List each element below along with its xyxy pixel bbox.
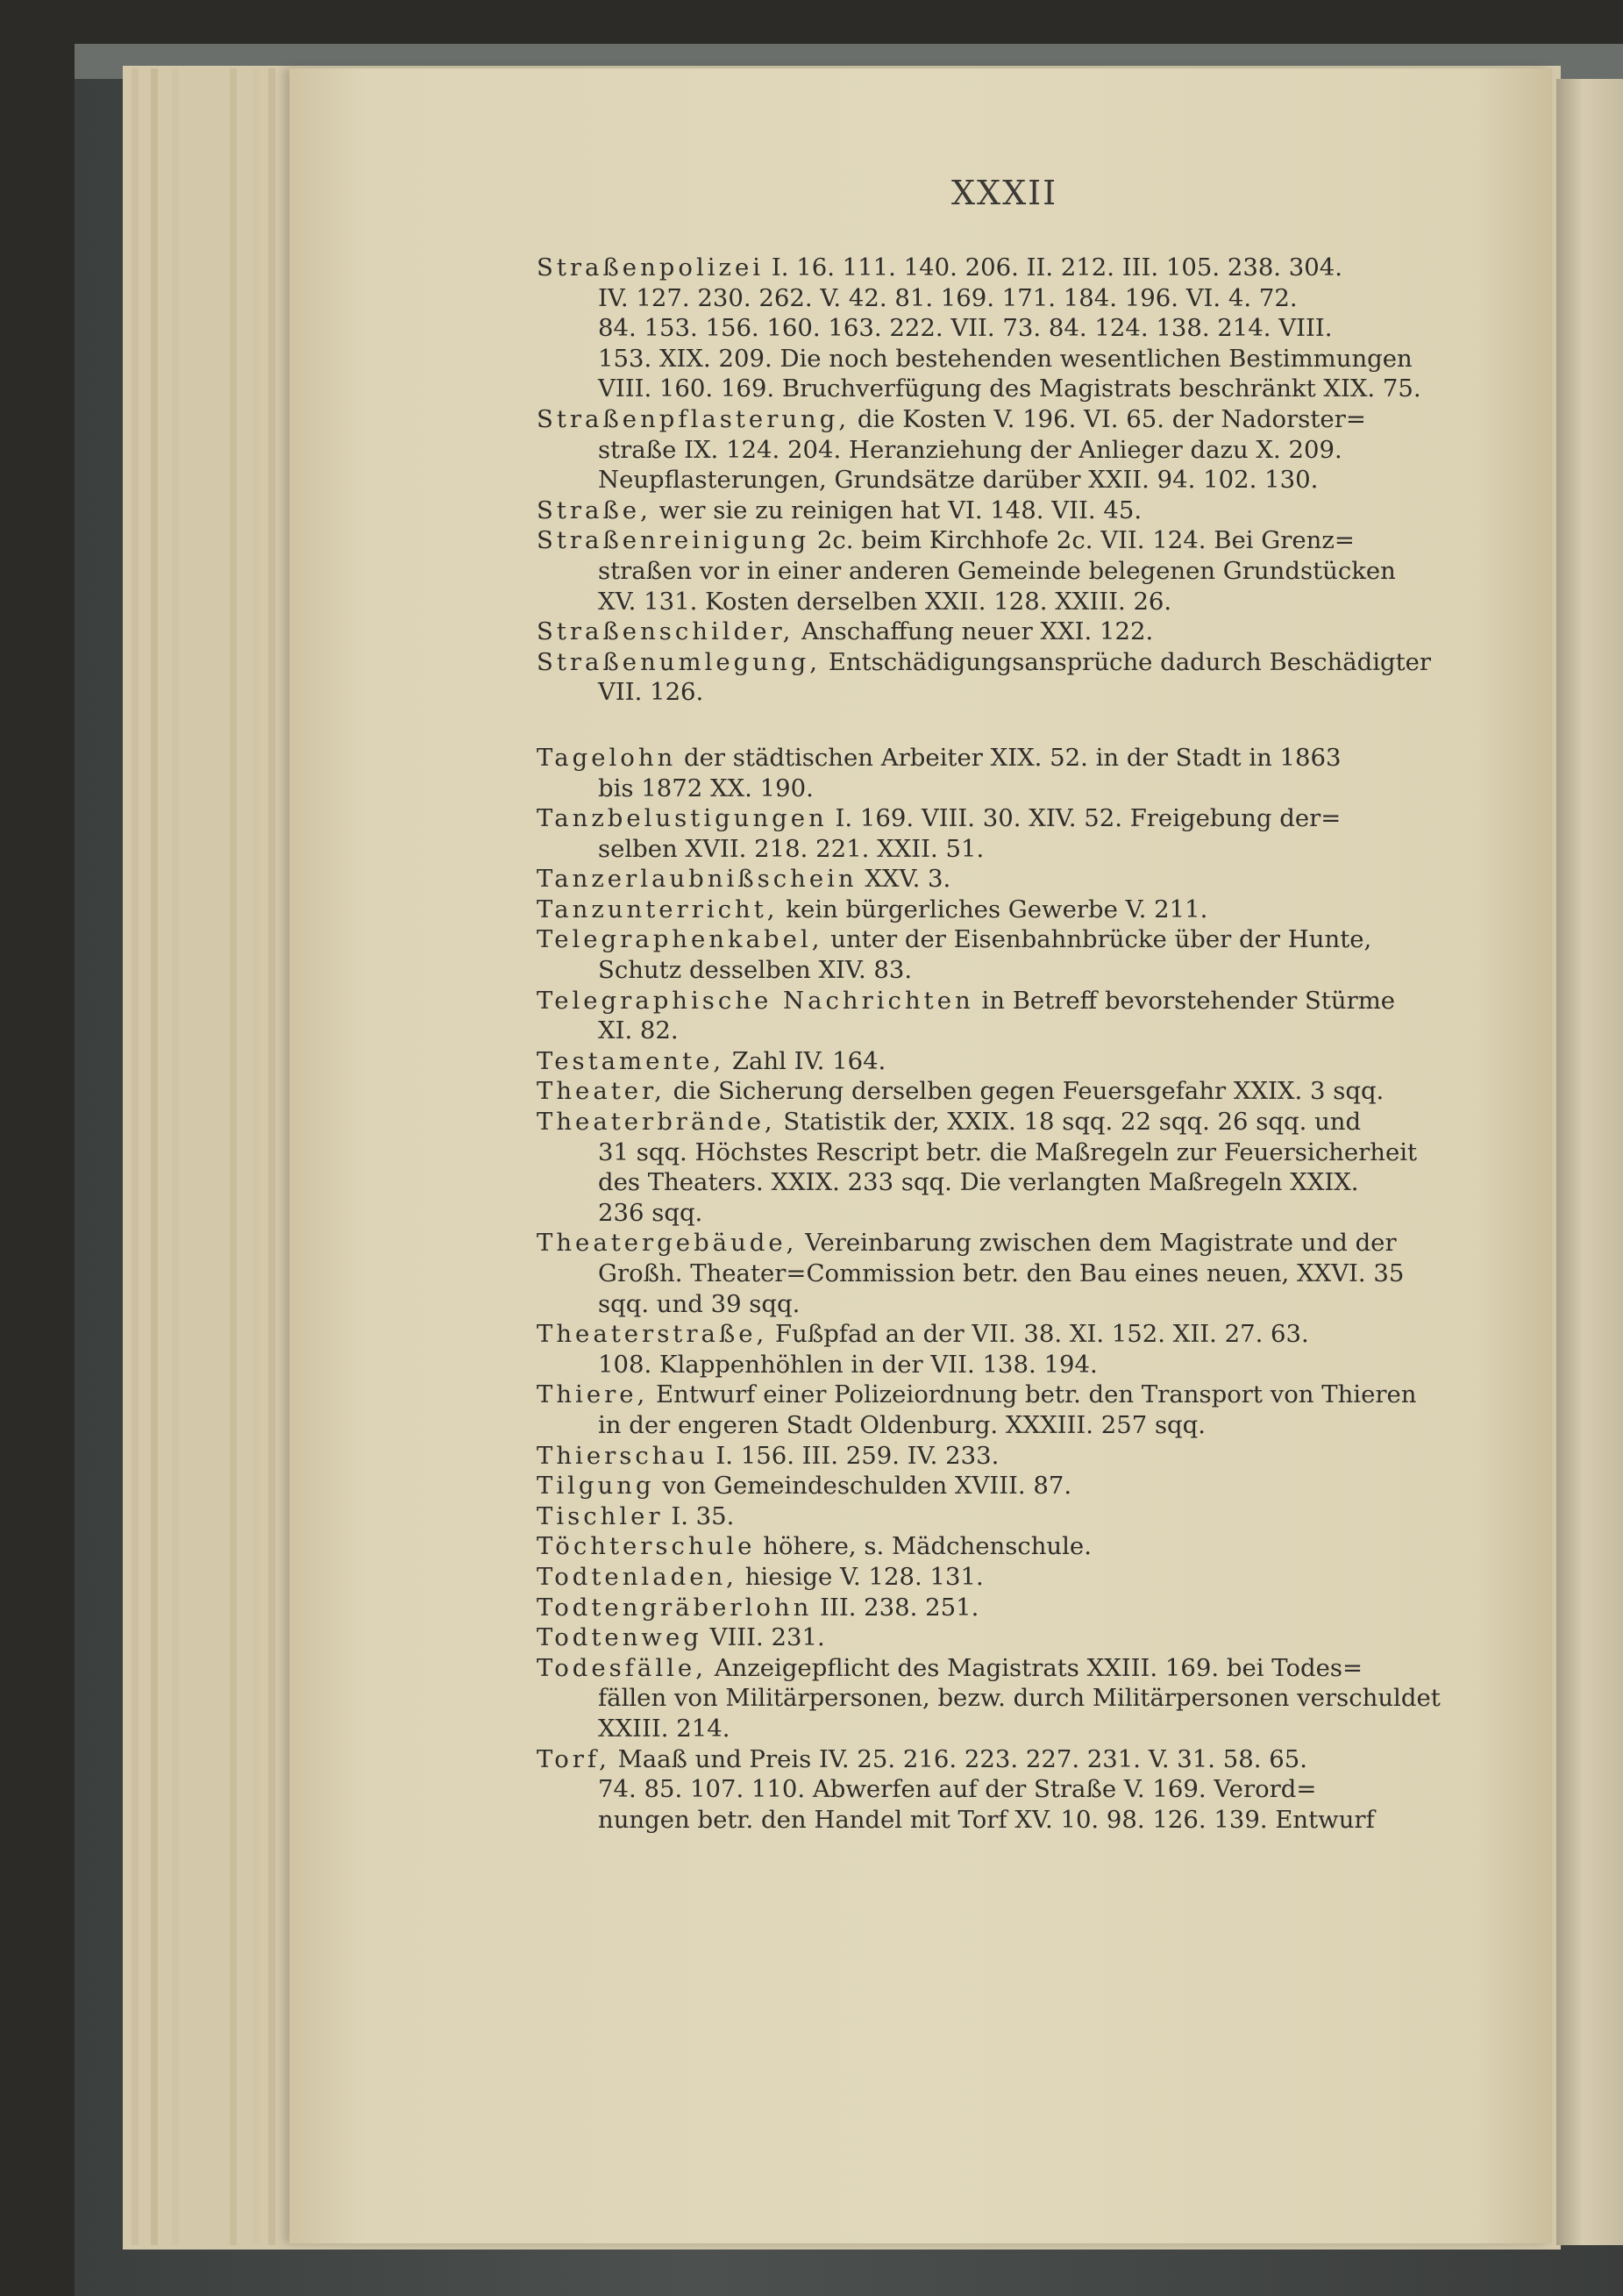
index-entry-head: Straßenschilder,	[537, 617, 794, 646]
index-entry-line: wer sie zu reinigen hat VI. 148. VII. 45.	[658, 496, 1143, 524]
index-entry-head: Todtengräberlohn	[537, 1593, 813, 1622]
index-entry-line: fällen von Militärpersonen, bezw. durch Militärpersonen verschuldet	[598, 1684, 1441, 1713]
index-entry-line: I. 156. III. 259. IV. 233.	[715, 1441, 1000, 1470]
index-entry-line: Anzeigepflicht des Magistrats XXIII. 169. bei Todes=	[714, 1653, 1363, 1682]
adjacent-page-edge	[1556, 79, 1623, 2245]
page-number: XXXII	[951, 174, 1058, 212]
index-entry-head: Telegraphenkabel,	[537, 925, 823, 954]
index-entry-line: Zahl IV. 164.	[731, 1046, 886, 1075]
index-entry-line: Maaß und Preis IV. 25. 216. 223. 227. 231. V. 31. 58. 65.	[617, 1744, 1307, 1773]
index-entry-head: Todesfälle,	[537, 1653, 707, 1682]
index-entry-line: die Kosten V. 196. VI. 65. der Nadorster=	[857, 404, 1366, 433]
index-entry-head: Tanzunterricht,	[537, 895, 779, 923]
index-entry-line: die Sicherung derselben gegen Feuersgefahr XXIX. 3 sqq.	[673, 1077, 1385, 1106]
index-entries	[537, 253, 1475, 1835]
index-entry-line: straße IX. 124. 204. Heranziehung der Anlieger dazu X. 209.	[598, 435, 1342, 464]
index-entry-first-line	[537, 1531, 1475, 1562]
index-entry-line: höhere, s. Mädchenschule.	[763, 1532, 1092, 1561]
index-entry-line: XXIII. 214.	[598, 1714, 730, 1743]
index-entry-line: 74. 85. 107. 110. Abwerfen auf der Straße V. 169. Verord=	[598, 1775, 1317, 1804]
index-entry-first-line	[537, 1562, 1475, 1593]
index-entry-head: Straßenpolizei	[537, 253, 765, 282]
index-entry	[537, 1593, 1475, 1623]
index-entry-first-line	[537, 404, 1475, 435]
index-entry-line: Fußpfad an der VII. 38. XI. 152. XII. 27. 63.	[775, 1320, 1309, 1349]
page-edge	[230, 68, 237, 2245]
index-entry-first-line	[537, 1380, 1475, 1410]
index-entry-first-line	[537, 1076, 1475, 1107]
index-entry-head: Straßenreinigung	[537, 526, 810, 555]
index-entry	[537, 1076, 1475, 1107]
index-entry-line: 2c. beim Kirchhofe 2c. VII. 124. Bei Grenz=	[816, 526, 1355, 555]
index-entry-head: Töchterschule	[537, 1532, 756, 1561]
index-entry-line: VII. 126.	[598, 678, 704, 707]
index-entry	[537, 1531, 1475, 1562]
index-entry-head: Todtenladen,	[537, 1562, 737, 1591]
index-entry-line: I. 16. 111. 140. 206. II. 212. III. 105. 238. 304.	[771, 253, 1343, 282]
page-edge	[253, 68, 260, 2245]
index-entry	[537, 1501, 1475, 1532]
index-entry-line: 236 sqq.	[598, 1198, 703, 1227]
index-entry-first-line	[537, 924, 1475, 955]
index-entry-line: Entschädigungsansprüche dadurch Beschädigter	[828, 647, 1432, 676]
index-entry-line: 31 sqq. Höchstes Rescript betr. die Maßregeln zur Feuersicherheit	[598, 1137, 1418, 1166]
index-entry-line: der städtischen Arbeiter XIX. 52. in der Stadt in 1863	[684, 743, 1342, 772]
index-entry-line: hiesige V. 128. 131.	[744, 1562, 984, 1591]
page-edge	[151, 68, 158, 2245]
index-entry-head: Straßenpflasterung,	[537, 404, 851, 433]
index-entry-line: XI. 82.	[598, 1016, 679, 1045]
index-entry-first-line	[537, 496, 1475, 526]
index-entry	[537, 743, 1475, 803]
index-entry-head: Theatergebäude,	[537, 1229, 798, 1258]
index-entry-first-line	[537, 617, 1475, 647]
index-entry-first-line	[537, 253, 1475, 283]
index-entry-head: Theaterstraße,	[537, 1320, 768, 1349]
index-entry	[537, 525, 1475, 617]
index-entry	[537, 253, 1475, 404]
index-entry-first-line	[537, 1228, 1475, 1259]
index-entry-head: Telegraphische Nachrichten	[537, 986, 974, 1015]
section-gap	[537, 708, 1475, 743]
index-entry-line: 108. Klappenhöhlen in der VII. 138. 194.	[598, 1350, 1098, 1379]
index-entry-head: Tischler	[537, 1501, 664, 1530]
index-entry-head: Theaterbrände,	[537, 1108, 776, 1137]
index-entry-head: Testamente,	[537, 1046, 725, 1075]
index-entry	[537, 864, 1475, 895]
index-entry	[537, 1380, 1475, 1440]
index-entry-line: Vereinbarung zwischen dem Magistrate und der	[805, 1229, 1397, 1258]
index-entry-first-line	[537, 1441, 1475, 1472]
index-entry-line: I. 169. VIII. 30. XIV. 52. Freigebung der=	[835, 804, 1342, 833]
index-entry	[537, 1441, 1475, 1472]
index-entry-head: Tagelohn	[537, 743, 677, 772]
index-entry-first-line	[537, 743, 1475, 774]
index-entry	[537, 1046, 1475, 1077]
index-entry-head: Tilgung	[537, 1472, 655, 1501]
index-entry-head: Thierschau	[537, 1441, 708, 1470]
index-entry-line: XV. 131. Kosten derselben XXII. 128. XXIII. 26.	[598, 587, 1172, 616]
index-entry-first-line	[537, 1501, 1475, 1532]
index-entry	[537, 895, 1475, 925]
index-entry-line: kein bürgerliches Gewerbe V. 211.	[786, 895, 1208, 923]
index-entry-first-line	[537, 986, 1475, 1016]
index-entry-line: Entwurf einer Polizeiordnung betr. den Transport von Thieren	[656, 1380, 1417, 1409]
index-entry-first-line	[537, 1046, 1475, 1077]
index-entry-first-line	[537, 1107, 1475, 1137]
index-entry-head: Tanzbelustigungen	[537, 804, 828, 833]
index-entry-line: des Theaters. XXIX. 233 sqq. Die verlangten Maßregeln XXIX.	[598, 1168, 1359, 1197]
index-entry-line: Neupflasterungen, Grundsätze darüber XXII. 94. 102. 130.	[598, 466, 1319, 495]
index-entry-first-line	[537, 1744, 1475, 1775]
page-edge	[132, 68, 139, 2245]
index-entry	[537, 617, 1475, 647]
index-entry	[537, 1107, 1475, 1228]
index-entry	[537, 496, 1475, 526]
index-entry-first-line	[537, 864, 1475, 895]
index-entry-first-line	[537, 647, 1475, 678]
index-entry-first-line	[537, 1593, 1475, 1623]
index-entry-line: Anschaffung neuer XXI. 122.	[801, 617, 1154, 646]
index-entry-first-line	[537, 803, 1475, 834]
index-entry	[537, 1653, 1475, 1744]
index-entry-head: Tanzerlaubnißschein	[537, 865, 858, 894]
index-entry-line: von Gemeindeschulden XVIII. 87.	[662, 1472, 1072, 1501]
index-entry-line: in Betreff bevorstehender Stürme	[981, 986, 1396, 1015]
index-entry	[537, 1562, 1475, 1593]
index-entry-line: VIII. 231.	[709, 1623, 825, 1652]
index-entry-first-line	[537, 525, 1475, 556]
index-entry-line: unter der Eisenbahnbrücke über der Hunte,	[830, 925, 1372, 954]
index-entry-head: Straßenumlegung,	[537, 647, 822, 676]
index-entry-line: Großh. Theater=Commission betr. den Bau eines neuen, XXVI. 35	[598, 1259, 1405, 1287]
index-entry-line: VIII. 160. 169. Bruchverfügung des Magistrats beschränkt XIX. 75.	[598, 374, 1421, 403]
index-entry-line: I. 35.	[671, 1501, 735, 1530]
index-entry-first-line	[537, 1653, 1475, 1684]
index-entry-line: sqq. und 39 sqq.	[598, 1289, 801, 1318]
index-entry-line: IV. 127. 230. 262. V. 42. 81. 169. 171. 184. 196. VI. 4. 72.	[598, 283, 1298, 312]
index-entry-line: 84. 153. 156. 160. 163. 222. VII. 73. 84. 124. 138. 214. VIII.	[598, 314, 1333, 343]
index-entry-line: Statistik der, XXIX. 18 sqq. 22 sqq. 26 sqq. und	[783, 1108, 1362, 1137]
index-entry-line: in der engeren Stadt Oldenburg. XXXIII. 257 sqq.	[598, 1410, 1207, 1439]
index-entry	[537, 924, 1475, 985]
index-entry-line: straßen vor in einer anderen Gemeinde belegenen Grundstücken	[598, 556, 1396, 585]
index-entry	[537, 1744, 1475, 1836]
index-entry-line: nungen betr. den Handel mit Torf XV. 10. 98. 126. 139. Entwurf	[598, 1805, 1375, 1834]
index-entry	[537, 647, 1475, 708]
page-edge	[268, 68, 275, 2245]
page-edge	[172, 68, 179, 2245]
index-entry-head: Theater,	[537, 1077, 666, 1106]
index-entry-head: Torf,	[537, 1744, 610, 1773]
index-entry	[537, 1471, 1475, 1501]
index-entry-first-line	[537, 1622, 1475, 1653]
index-entry-line: III. 238. 251.	[820, 1593, 979, 1622]
index-entry	[537, 986, 1475, 1046]
index-entry	[537, 404, 1475, 496]
index-entry-first-line	[537, 895, 1475, 925]
index-entry	[537, 1622, 1475, 1653]
index-entry-line: selben XVII. 218. 221. XXII. 51.	[598, 834, 985, 863]
index-entry-first-line	[537, 1319, 1475, 1350]
index-entry-line: 153. XIX. 209. Die noch bestehenden wesentlichen Bestimmungen	[598, 344, 1413, 373]
index-entry-head: Straße,	[537, 496, 651, 524]
index-entry	[537, 803, 1475, 864]
index-entry-head: Todtenweg	[537, 1623, 702, 1652]
index-entry-line: Schutz desselben XIV. 83.	[598, 956, 913, 985]
index-entry	[537, 1319, 1475, 1380]
index-entry-line: XXV. 3.	[865, 865, 951, 894]
index-entry	[537, 1228, 1475, 1319]
index-entry-line: bis 1872 XX. 190.	[598, 774, 814, 802]
index-entry-head: Thiere,	[537, 1380, 649, 1409]
index-entry-first-line	[537, 1471, 1475, 1501]
